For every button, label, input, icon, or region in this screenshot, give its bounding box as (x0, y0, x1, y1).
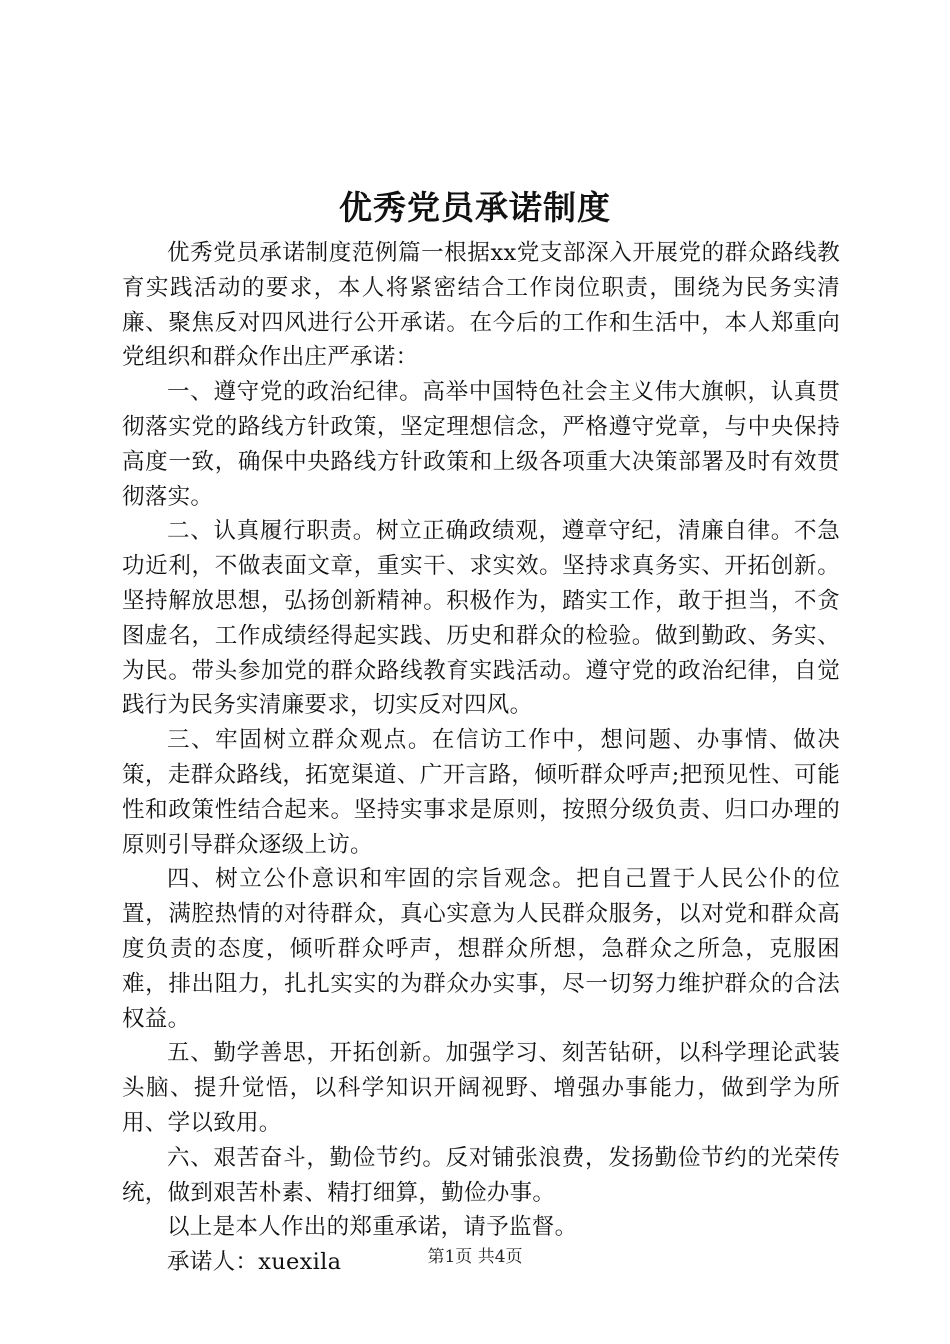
pledge-paragraph-5: 五、勤学善思，开拓创新。加强学习、刻苦钻研，以科学理论武装头脑、提升觉悟，以科学知识开阔视野、增强办事能力，做到学为所用、学以致用。 (122, 1040, 840, 1136)
pledge-paragraph-3: 三、牢固树立群众观点。在信访工作中，想问题、办事情、做决策，走群众路线，拓宽渠道、广开言路，倾听群众呼声;把预见性、可能性和政策性结合起来。坚持实事求是原则，按照分级负责、归口办理的原则引导群众逐级上访。 (122, 727, 840, 858)
page-number-footer: 第1页 共4页 (427, 1247, 523, 1267)
pledge-paragraph-6: 六、艰苦奋斗，勤俭节约。反对铺张浪费，发扬勤俭节约的光荣传统，做到艰苦朴素、精打细算，勤俭办事。 (122, 1144, 840, 1206)
intro-paragraph: 优秀党员承诺制度范例篇一根据xx党支部深入开展党的群众路线教育实践活动的要求，本人将紧密结合工作岗位职责，围绕为民务实清廉、聚焦反对四风进行公开承诺。在今后的工作和生活中，本人郑重向党组织和群众作出庄严承诺： (122, 240, 840, 371)
closing-paragraph: 以上是本人作出的郑重承诺，请予监督。 (167, 1214, 578, 1241)
pledge-paragraph-1: 一、遵守党的政治纪律。高举中国特色社会主义伟大旗帜，认真贯彻落实党的路线方针政策，坚定理想信念，严格遵守党章，与中央保持高度一致，确保中央路线方针政策和上级各项重大决策部署及时有效贯彻落实。 (122, 379, 840, 510)
document-body (122, 236, 840, 1280)
pledge-paragraph-4: 四、树立公仆意识和牢固的宗旨观念。把自己置于人民公仆的位置，满腔热情的对待群众，真心实意为人民群众服务，以对党和群众高度负责的态度，倾听群众呼声，想群众所想，急群众之所急，克服困难，排出阻力，扎扎实实的为群众办实事，尽一切努力维护群众的合法权益。 (122, 866, 840, 1032)
signature-line: 承诺人：xuexila (167, 1249, 342, 1276)
pledge-paragraph-2: 二、认真履行职责。树立正确政绩观，遵章守纪，清廉自律。不急功近利，不做表面文章，重实干、求实效。坚持求真务实、开拓创新。坚持解放思想，弘扬创新精神。积极作为，踏实工作，敢于担当，不贪图虚名，工作成绩经得起实践、历史和群众的检验。做到勤政、务实、为民。带头参加党的群众路线教育实践活动。遵守党的政治纪律，自觉践行为民务实清廉要求，切实反对四风。 (122, 518, 840, 719)
document-title: 优秀党员承诺制度 (339, 188, 611, 227)
